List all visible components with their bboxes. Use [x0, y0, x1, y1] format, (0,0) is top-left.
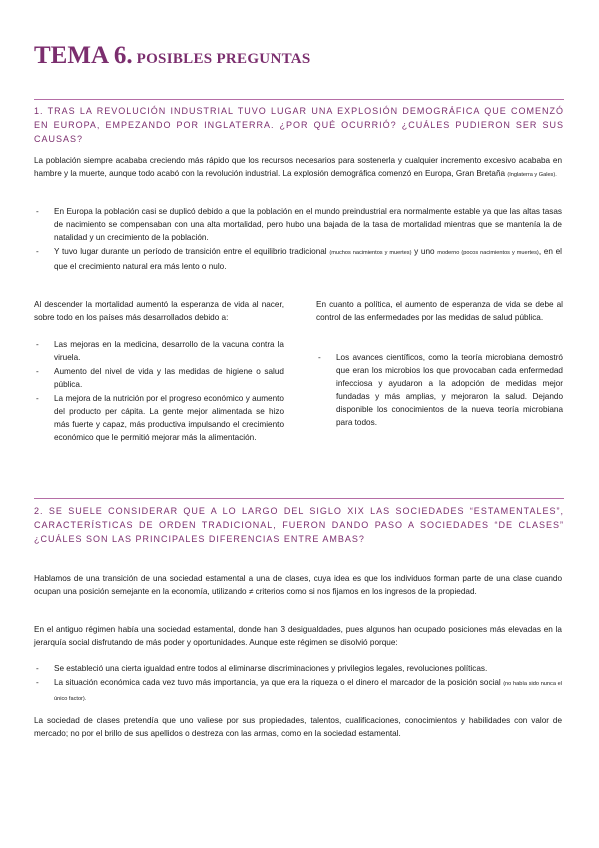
section-2-top-rule: [34, 498, 564, 499]
q1-bullet2-text-a: Y tuvo lugar durante un período de transición entre el equilibrio tradicional: [54, 247, 330, 256]
q1-bullet2-text-c: , en el que el crecimiento natural era más lento o nulo.: [54, 247, 562, 271]
section-1-top-rule: [34, 99, 564, 100]
q1-bullet2-note-2: moderno (pocos nacimientos y muertes): [437, 250, 539, 256]
page-title: [34, 42, 311, 70]
list-item: - Se estableció una cierta igualdad entre todos al eliminarse discriminaciones y privilegios legales, revoluciones políticas.: [34, 662, 562, 675]
q1-bullet2-text-b: y uno: [411, 247, 438, 256]
q1-bullet2-note-1: (muchos nacimientos y muertes): [329, 250, 412, 256]
list-item: [34, 676, 562, 706]
q1-intro-text: La población siempre acababa creciendo más rápido que los recursos necesarios para sostenerla y cualquier incremento excesivo acababa en hambre y la muerte, aunque todo acabó con la revolución industrial. La explosión demográfica comenzó en Europa, Gran Bretaña: [34, 156, 562, 178]
q2-bullet2-text: La situación económica cada vez tuvo más importancia, ya que era la riqueza o el dinero el marcador de la posición social: [54, 678, 504, 687]
q1-right-list: [316, 351, 563, 430]
list-item: - Aumento del nivel de vida y las medidas de higiene o salud pública.: [34, 365, 284, 391]
q2-paragraph-2: En el antiguo régimen había una sociedad estamental, donde han 3 desigualdades, pues algunos han ocupado posiciones más elevadas en la jerarquía social disfrutando de más poder y oportunidades. Aunque este régimen se disolvió porque:: [34, 625, 562, 647]
q1-intro-paragraph: [34, 154, 562, 182]
list-item: - Las mejoras en la medicina, desarrollo de la vacuna contra la viruela.: [34, 338, 284, 364]
q2-paragraph-3: La sociedad de clases pretendía que uno valiese por sus propiedades, talentos, cualificaciones, conocimientos y habilidades con valor de mercado; no por el brillo de sus apellidos o destreza con las armas, como en la sociedad estamental.: [34, 716, 562, 738]
q1-main-list: [34, 205, 562, 274]
q1-left-list: [34, 338, 284, 445]
q2-bullet2-note: (no había sido nunca el único factor).: [54, 681, 563, 702]
question-1-heading: 1. TRAS LA REVOLUCIÓN INDUSTRIAL TUVO LUGAR UNA EXPLOSIÓN DEMOGRÁFICA QUE COMENZÓ EN EUROPA, EMPEZANDO POR INGLATERRA. ¿POR QUÉ OCURRIÓ? ¿CUÁLES PUDIERON SER SUS CAUSAS?: [34, 106, 564, 144]
title-sub: POSIBLES PREGUNTAS: [136, 51, 311, 67]
list-item: [34, 245, 562, 273]
list-item: - La mejora de la nutrición por el progreso económico y aumento del producto per cápita. La gente mejor alimentada se hizo más fuerte y capaz, más productiva impulsando el crecimiento económico que le permitió mejorar más la alimentación.: [34, 392, 284, 444]
question-2-heading: 2. SE SUELE CONSIDERAR QUE A LO LARGO DEL SIGLO XIX LAS SOCIEDADES “ESTAMENTALES”, CARACTERÍSTICAS DE ORDEN TRADICIONAL, FUERON DANDO PASO A SOCIEDADES “DE CLASES” ¿CUÁLES SON LAS PRINCIPALES DIFERENCIAS ENTRE AMBAS?: [34, 506, 564, 544]
q2-paragraph-1: Hablamos de una transición de una sociedad estamental a una de clases, cuya idea es que los individuos forman parte de una clase cuando ocupan una posición semejante en la economía, utilizando ≠ criterios como si nos fijamos en los ingresos de la propiedad.: [34, 574, 562, 596]
title-main: TEMA 6.: [34, 42, 133, 69]
list-item: - Los avances científicos, como la teoría microbiana demostró que eran los microbios los que provocaban cada enfermedad infecciosa y ayudaron a la adopción de medidas mejor fundadas y más amplias, y mejoraron la salud. Dejando disponible los conocimientos de la nueva teoría microbiana para todos.: [316, 351, 563, 429]
q1-right-intro: En cuanto a política, el aumento de esperanza de vida se debe al control de las enfermedades por las medidas de salud pública.: [316, 300, 563, 322]
q1-left-intro: Al descender la mortalidad aumentó la esperanza de vida al nacer, sobre todo en los países más desarrollados debido a:: [34, 300, 284, 322]
q1-intro-note: (Inglaterra y Gales).: [507, 172, 557, 178]
q2-list: [34, 662, 562, 707]
list-item: - En Europa la población casi se duplicó debido a que la población en el mundo preindustrial era normalmente estable ya que las altas tasas de nacimiento se compensaban con una alta mortalidad, pero hubo una bajada de la tasa de mortalidad mientras que se mantenía la de natalidad y un crecimiento de la población.: [34, 205, 562, 244]
